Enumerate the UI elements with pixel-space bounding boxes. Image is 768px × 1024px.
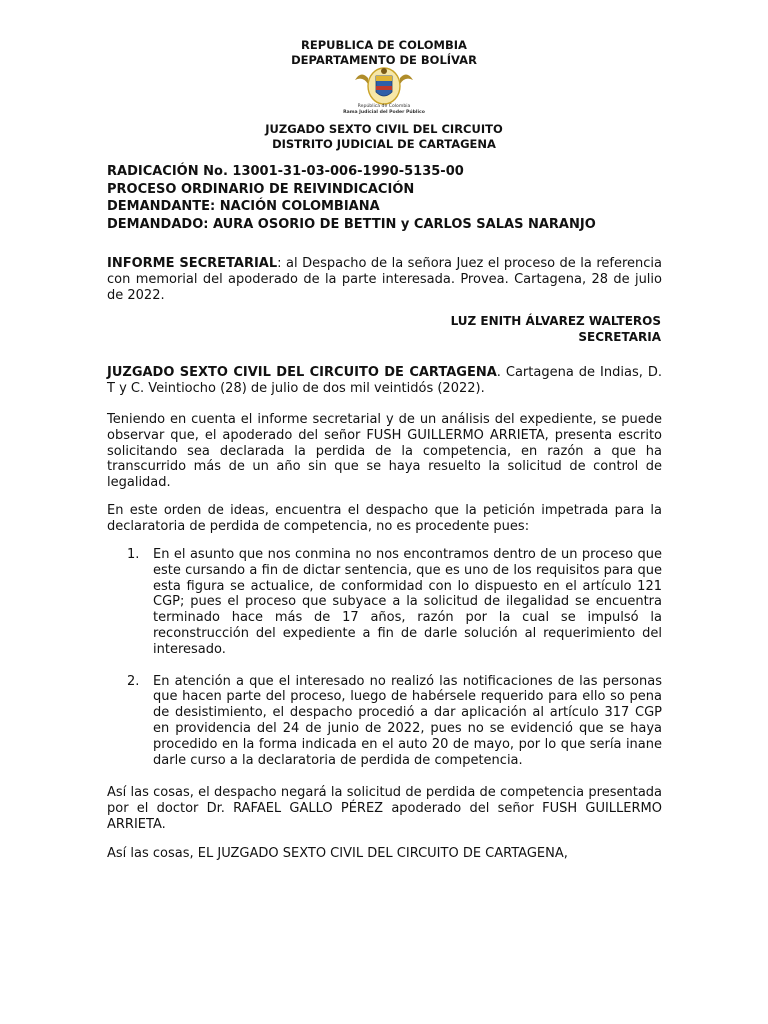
numbered-list bbox=[107, 547, 662, 768]
demandado-line: DEMANDADO: AURA OSORIO DE BETTIN y CARLOS SALAS NARANJO bbox=[107, 216, 596, 232]
paragraph-1: Teniendo en cuenta el informe secretarial y de un análisis del expediente, se puede observar que, el apoderado del señor FUSH GUILLERMO ARRIETA, presenta escrito solicitando sea declarada la perdida de la competencia, en razón a que ha transcurrido más de un año sin que se haya resuelto la solicitud de control de legalidad. bbox=[107, 412, 662, 491]
paragraph-2: En este orden de ideas, encuentra el despacho que la petición impetrada para la declaratoria de perdida de competencia, no es procedente pues: bbox=[107, 503, 662, 534]
secretary-role: SECRETARIA bbox=[578, 330, 661, 344]
letterhead bbox=[0, 38, 768, 67]
court-title: JUZGADO SEXTO CIVIL DEL CIRCUITO bbox=[265, 122, 503, 136]
list-item-number: 2. bbox=[127, 673, 140, 689]
informe-secretarial bbox=[107, 256, 662, 303]
paragraph-3: Así las cosas, el despacho negará la solicitud de perdida de competencia presentada por el doctor Dr. RAFAEL GALLO PÉREZ apoderado del señor FUSH GUILLERMO ARRIETA. bbox=[107, 785, 662, 832]
radicacion-line: RADICACIÓN No. 13001-31-03-006-1990-5135-00 bbox=[107, 164, 464, 179]
secretary-signature bbox=[451, 313, 661, 345]
informe-text: : al Despacho de la señora Juez el proceso de la referencia con memorial del apoderado de la parte interesada. Provea. Cartagena, 28 de julio de 2022. bbox=[107, 256, 662, 303]
list-item-number: 1. bbox=[127, 547, 140, 562]
list-item bbox=[107, 547, 662, 658]
court-header bbox=[0, 122, 768, 151]
department-title: DEPARTAMENTO DE BOLÍVAR bbox=[291, 52, 477, 67]
case-metadata bbox=[107, 163, 667, 233]
district-title: DISTRITO JUDICIAL DE CARTAGENA bbox=[272, 136, 496, 151]
list-item-text: En el asunto que nos conmina no nos encontramos dentro de un proceso que este cursando a fin de dictar sentencia, que es uno de los requisitos para que esta figura se actualice, de conformidad con lo dispuesto en el artículo 121 CGP; pues el proceso que subyace a la solicitud de ilegalidad se encuentra terminado hace más de 17 años, razón por la cual se impulsó la reconstrucción del expediente a fin de darle solución al requerimiento del interesado. bbox=[153, 547, 662, 657]
auto-court-label: JUZGADO SEXTO CIVIL DEL CIRCUITO DE CARTAGENA bbox=[107, 365, 497, 380]
secretary-name: LUZ ENITH ÁLVAREZ WALTEROS bbox=[450, 314, 661, 328]
paragraph-4: Así las cosas, EL JUZGADO SEXTO CIVIL DEL CIRCUITO DE CARTAGENA, bbox=[107, 846, 568, 861]
auto-date-text: . Cartagena de Indias, D. T y C. Veintiocho (28) de julio de dos mil veintidós (2022). bbox=[107, 365, 662, 396]
informe-label: INFORME SECRETARIAL bbox=[107, 256, 278, 271]
auto-heading bbox=[107, 365, 662, 397]
proceso-line: PROCESO ORDINARIO DE REIVINDICACIÓN bbox=[107, 181, 415, 197]
country-title: REPUBLICA DE COLOMBIA bbox=[301, 38, 467, 52]
list-item bbox=[107, 674, 662, 769]
demandante-line: DEMANDANTE: NACIÓN COLOMBIANA bbox=[107, 199, 380, 214]
list-item-text: En atención a que el interesado no realizó las notificaciones de las personas que hacen parte del proceso, luego de habérsele requerido para ello so pena de desistimiento, el despacho procedió a dar aplicación al artículo 317 CGP en providencia del 24 de junio de 2022, pues no se evidenció que se haya procedido en la forma indicada en el auto 20 de mayo, por lo que sería inane darle curso a la declaratoria de perdida de competencia. bbox=[153, 673, 662, 768]
seal-caption: República de Colombia Rama Judicial del Poder Público bbox=[343, 104, 425, 115]
